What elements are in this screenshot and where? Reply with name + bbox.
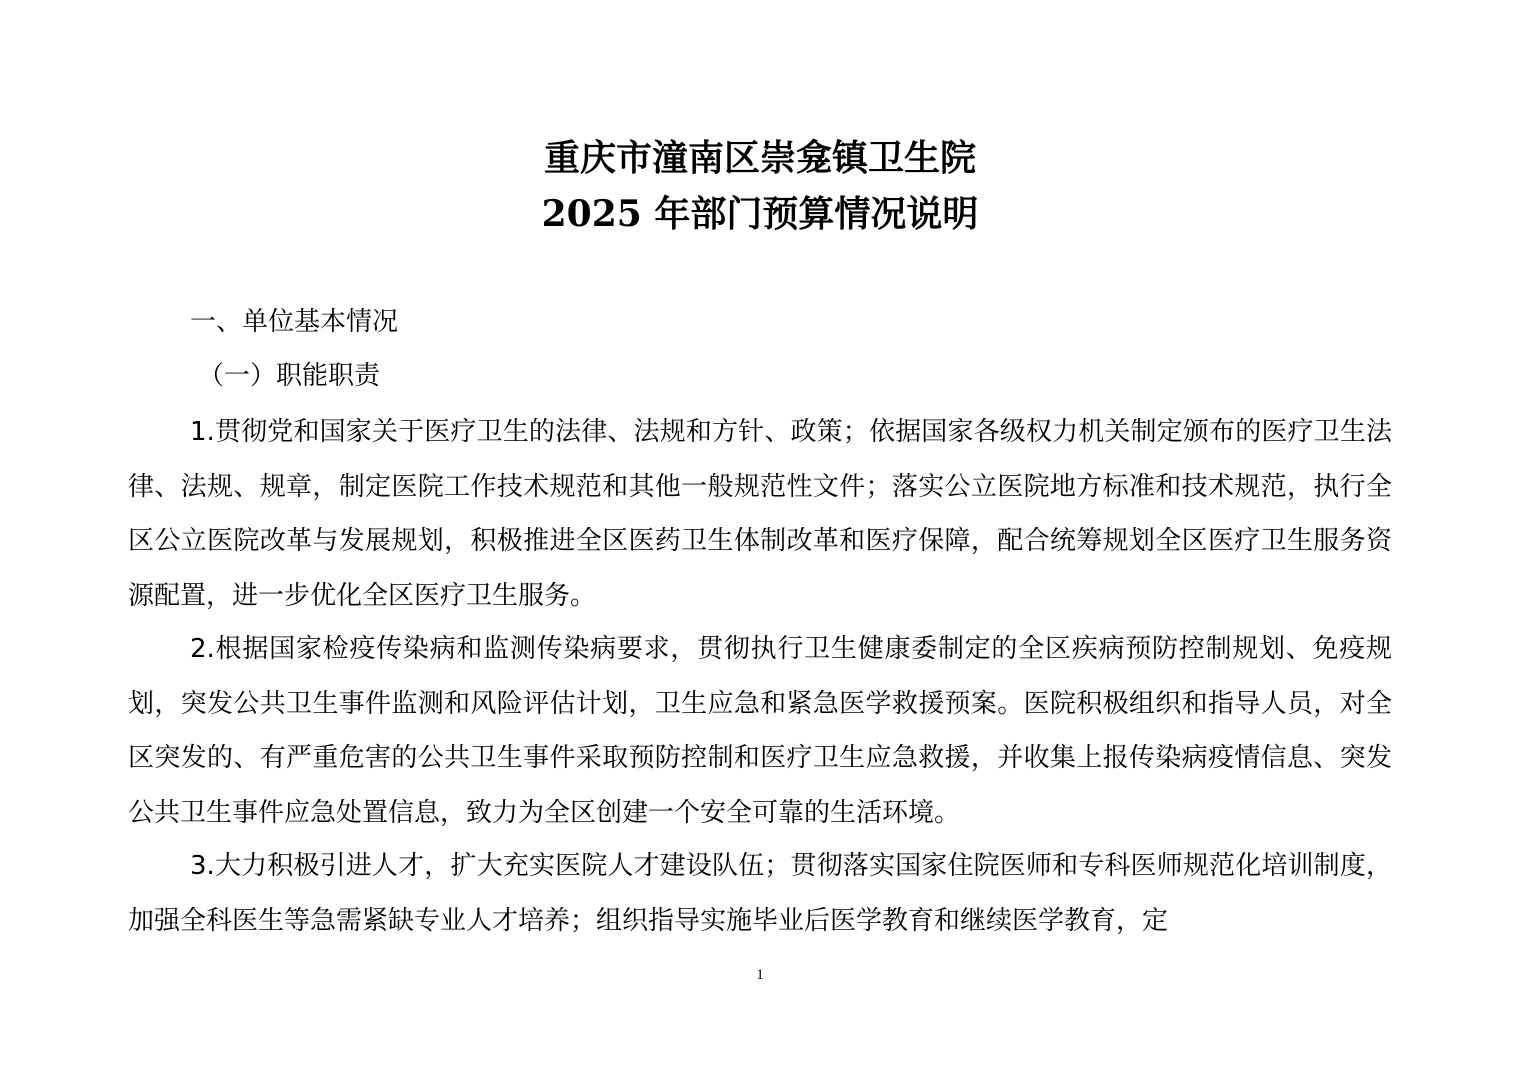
- paragraph-duty-1: 1.贯彻党和国家关于医疗卫生的法律、法规和方针、政策；依据国家各级权力机关制定颁布的医疗卫生法律、法规、规章，制定医院工作技术规范和其他一般规范性文件；落实公立医院地方标准和技术规范，执行全区公立医院改革与发展规划，积极推进全区医药卫生体制改革和医疗保障，配合统筹规划全区医疗卫生服务资源配置，进一步优化全区医疗卫生服务。: [128, 417, 1392, 611]
- document-title-line2: 2025 年部门预算情况说明: [541, 193, 979, 235]
- subsection-heading-duties: （一）职能职责: [198, 361, 381, 391]
- paragraph-duty-3: 3.大力积极引进人才，扩大充实医院人才建设队伍；贯彻落实国家住院医师和专科医师规范化培训制度，加强全科医生等急需紧缺专业人才培养；组织指导实施毕业后医学教育和继续医学教育，定: [128, 851, 1392, 936]
- paragraph-duty-2: 2.根据国家检疫传染病和监测传染病要求，贯彻执行卫生健康委制定的全区疾病预防控制规划、免疫规划，突发公共卫生事件监测和风险评估计划，卫生应急和紧急医学救援预案。医院积极组织和指导人员，对全区突发的、有严重危害的公共卫生事件采取预防控制和医疗卫生应急救援，并收集上报传染病疫情信息、突发公共卫生事件应急处置信息，致力为全区创建一个安全可靠的生活环境。: [128, 634, 1392, 828]
- document-title-line1: 重庆市潼南区崇龛镇卫生院: [543, 137, 976, 179]
- page-number: 1: [756, 967, 764, 983]
- section-heading-basic-info: 一、单位基本情况: [190, 307, 399, 337]
